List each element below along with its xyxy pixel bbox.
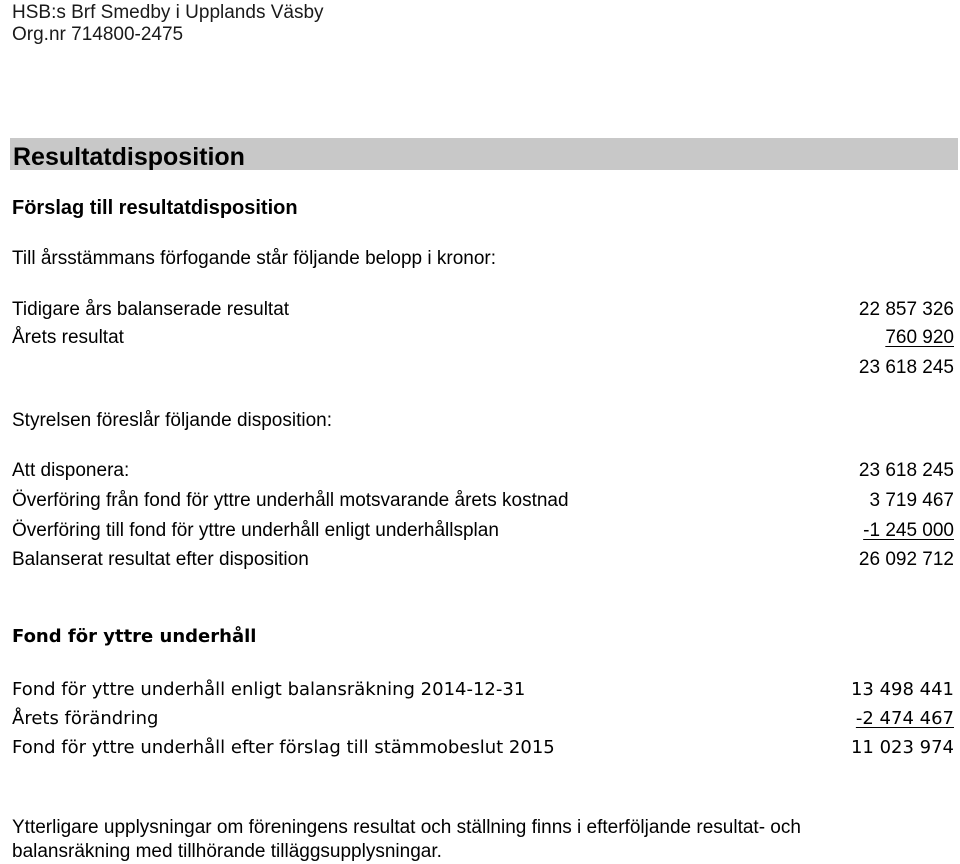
proposal-heading: Förslag till resultatdisposition (12, 197, 298, 219)
organization-name: HSB:s Brf Smedby i Upplands Väsby (12, 2, 324, 23)
transfer-from-fund-amount: 3 719 467 (869, 490, 954, 511)
fund-end-amount: 11 023 974 (850, 737, 954, 758)
transfer-from-fund-label: Överföring från fond för yttre underhåll motsvarande årets kostnad (12, 490, 569, 511)
year-result-amount: 760 920 (885, 327, 954, 348)
fund-change-amount: -2 474 467 (855, 708, 954, 729)
previous-result-amount: 22 857 326 (858, 299, 954, 320)
proposal-total-amount: 23 618 245 (858, 357, 954, 378)
fund-end-label: Fond för yttre underhåll efter förslag till stämmobeslut 2015 (12, 737, 555, 758)
fund-change-label: Årets förändring (12, 708, 159, 729)
year-result-label: Årets resultat (12, 327, 124, 348)
organization-number: Org.nr 714800-2475 (12, 24, 184, 45)
footer-note-line-1: Ytterligare upplysningar om föreningens resultat och ställning finns i efterföljande resultat- och (12, 817, 801, 838)
disposable-amount: 23 618 245 (858, 460, 954, 481)
disposable-label: Att disponera: (12, 460, 130, 481)
proposal-intro: Till årsstämmans förfogande står följande belopp i kronor: (12, 248, 497, 269)
previous-result-label: Tidigare års balanserade resultat (12, 299, 290, 320)
fund-heading: Fond för yttre underhåll (12, 626, 257, 647)
disposition-heading: Styrelsen föreslår följande disposition: (12, 410, 333, 431)
balance-after-amount: 26 092 712 (858, 549, 954, 570)
footer-note-line-2: balansräkning med tillhörande tilläggsupplysningar. (12, 841, 442, 862)
balance-after-label: Balanserat resultat efter disposition (12, 549, 309, 570)
fund-start-label: Fond för yttre underhåll enligt balansräkning 2014-12-31 (12, 679, 526, 700)
transfer-to-fund-label: Överföring till fond för yttre underhåll enligt underhållsplan (12, 520, 499, 541)
page-title: Resultatdisposition (13, 143, 245, 171)
fund-start-amount: 13 498 441 (850, 679, 954, 700)
title-bar (10, 138, 958, 170)
transfer-to-fund-amount: -1 245 000 (863, 520, 954, 541)
